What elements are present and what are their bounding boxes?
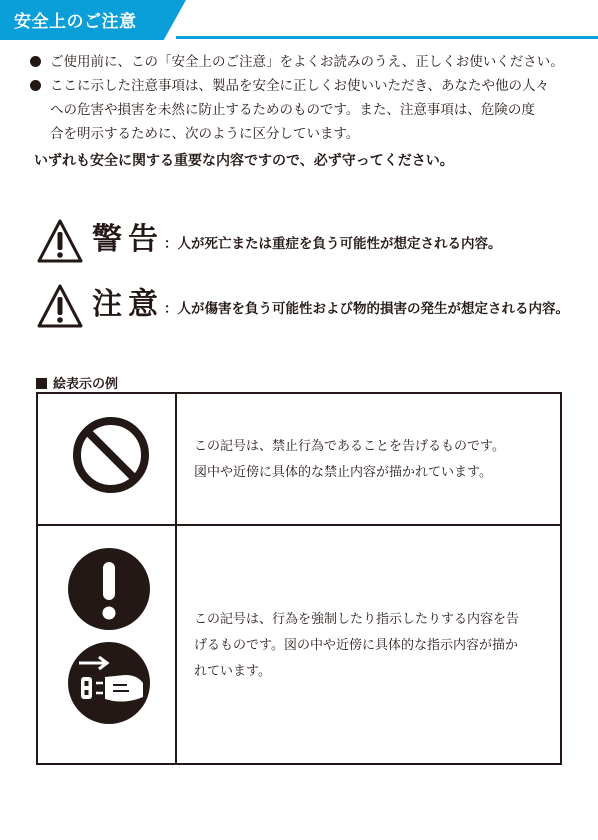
level-description: ：人が死亡または重症を負う可能性が想定される内容。: [164, 236, 502, 252]
table-divider: [175, 394, 177, 763]
examples-table: [36, 392, 562, 765]
example-line: 図中や近傍に具体的な禁止内容が描かれています。: [194, 465, 492, 480]
prohibition-icon: [71, 415, 151, 495]
header-rule: [176, 36, 598, 39]
emphasis-note: いずれも安全に関する重要な内容ですので、必ず守ってください。: [34, 153, 454, 169]
level-warning: [36, 218, 576, 268]
bullet-text: 合を明示するために、次のように区分しています。: [50, 126, 360, 142]
bullet-text: ここに示した注意事項は、製品を安全に正しくお使いいただき、あなたや他の人々: [50, 78, 549, 94]
example-line: げるものです。図の中や近傍に具体的な指示内容が描か: [194, 638, 518, 653]
page-title: 安全上のご注意: [14, 12, 137, 32]
unplug-icon: [67, 641, 151, 725]
level-word: 注意: [92, 287, 164, 322]
example-line: この記号は、禁止行為であることを告げるものです。: [194, 439, 505, 454]
warning-triangle-icon: [36, 283, 84, 329]
table-divider: [38, 524, 560, 526]
mandatory-exclamation-icon: [67, 547, 151, 631]
example-line: れています。: [194, 664, 271, 679]
square-bullet-icon: [36, 378, 47, 389]
examples-heading: [36, 373, 118, 392]
level-description: ：人が傷害を負う可能性および物的損害の発生が想定される内容。: [164, 301, 569, 317]
example-description: [194, 434, 505, 486]
example-line: この記号は、行為を強制したり指示したりする内容を告: [194, 612, 520, 627]
level-caution: [36, 283, 576, 333]
level-word: 警告: [92, 222, 164, 257]
example-description: [194, 607, 519, 685]
warning-triangle-icon: [36, 218, 84, 264]
bullet-item: [28, 50, 573, 74]
examples-heading-text: 絵表示の例: [53, 377, 119, 392]
bullet-text: への危害や損害を未然に防止するためのものです。また、注意事項は、危険の度: [50, 102, 535, 118]
bullet-text: ご使用前に、この「安全上のご注意」をよくお読みのうえ、正しくお使いください。: [50, 54, 564, 70]
bullet-item: [28, 74, 573, 146]
intro-bullets: [28, 50, 573, 146]
